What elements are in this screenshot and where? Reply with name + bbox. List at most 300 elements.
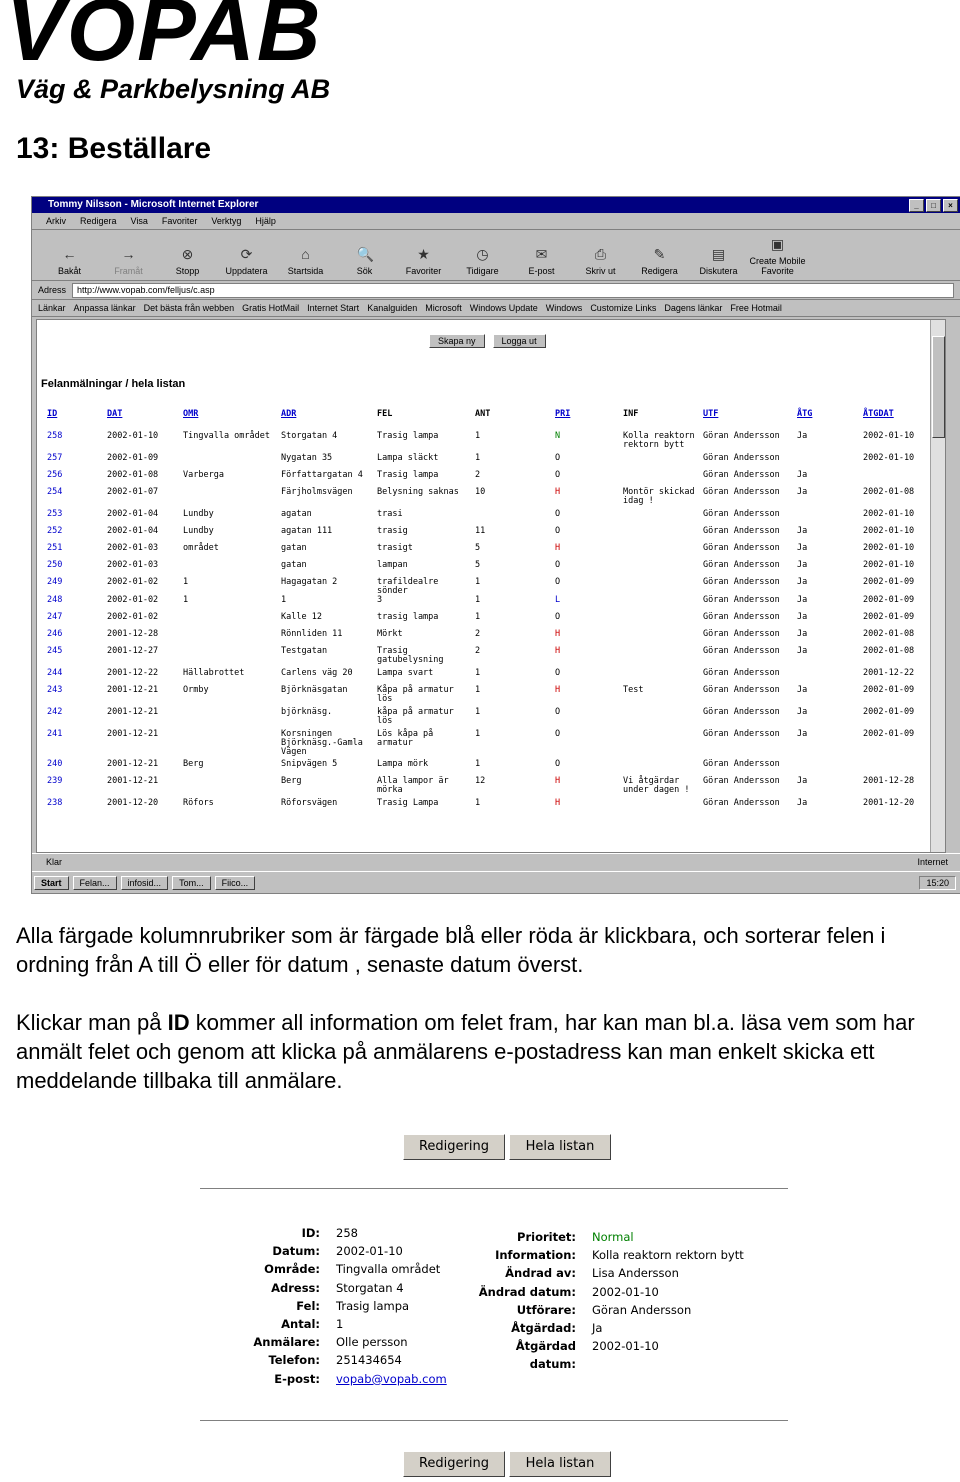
cell-adr: Carlens väg 20 <box>281 668 353 678</box>
detail-row <box>466 1228 744 1246</box>
cell-åtgdat: 2001-12-22 <box>863 668 915 678</box>
toolbar-button-6[interactable] <box>394 246 453 280</box>
cell-utf: Göran Andersson <box>703 798 780 808</box>
cell-ant: 1 <box>475 759 481 769</box>
cell-ant: 2 <box>475 646 481 656</box>
cell-fel: Lampa mörk <box>377 759 429 769</box>
close-icon[interactable]: × <box>943 199 958 212</box>
detail-row <box>200 1351 447 1369</box>
cell-dat: 2002-01-03 <box>107 543 159 553</box>
cell-pri: O <box>555 453 561 463</box>
link-item[interactable]: Free Hotmail <box>730 303 782 313</box>
cell-adr: Berg <box>281 776 302 786</box>
toolbar-button-1[interactable] <box>99 246 158 280</box>
toolbar-button-2[interactable] <box>158 246 217 280</box>
toolbar-label: Framåt <box>114 266 143 276</box>
cell-ant: 11 <box>475 526 486 536</box>
cell-dat: 2001-12-22 <box>107 668 159 678</box>
toolbar-label: Diskutera <box>699 266 738 276</box>
link-item[interactable]: Gratis HotMail <box>242 303 300 313</box>
full-list-button[interactable]: Hela listan <box>509 1451 611 1477</box>
cell-inf <box>619 730 699 760</box>
cell-id[interactable]: 251 <box>47 543 63 553</box>
start-button[interactable]: Start <box>34 876 69 890</box>
taskbar-item[interactable]: Tom... <box>172 876 211 890</box>
cell-adr: Korsningen Björknäsg.-Gamla Vägen <box>281 729 363 757</box>
edit-button[interactable]: Redigering <box>403 1134 505 1160</box>
column-header-id[interactable]: ID <box>47 409 58 419</box>
cell-ant <box>471 510 551 527</box>
cell-fel: lampan <box>377 560 408 570</box>
favorites-icon: ★ <box>417 246 430 262</box>
cell-id[interactable]: 252 <box>47 526 63 536</box>
para2-text-b: kommer all information om felet fram, har kan man bl.a. läsa vem som har anmält felet och genom att klicka på anmälarens e-postadress kan man enkelt skicka ett meddelande tillbaka till anmälare. <box>16 1010 915 1093</box>
link-item[interactable]: Microsoft <box>425 303 462 313</box>
cell-omr: 1 <box>183 577 189 587</box>
cell-dat: 2002-01-02 <box>107 595 159 605</box>
cell-åtg: Ja <box>797 629 808 639</box>
cell-id[interactable]: 242 <box>47 707 63 717</box>
toolbar-button-7[interactable] <box>453 246 512 280</box>
cell-id[interactable]: 250 <box>47 560 63 570</box>
link-item[interactable]: Det bästa från webben <box>143 303 235 313</box>
cell-fel: kåpa på armatur lös <box>377 707 454 726</box>
cell-utf: Göran Andersson <box>703 487 780 497</box>
minimize-icon[interactable]: _ <box>909 199 924 212</box>
cell-dat: 2001-12-28 <box>107 629 159 639</box>
edit-button[interactable]: Redigering <box>403 1451 505 1477</box>
cell-fel: 3 <box>377 595 383 605</box>
cell-dat: 2002-01-04 <box>107 509 159 519</box>
cell-omr <box>179 708 277 730</box>
cell-dat: 2001-12-21 <box>107 707 159 717</box>
cell-fel: Trasig lampa <box>377 470 439 480</box>
toolbar-button-12[interactable] <box>748 236 807 280</box>
cell-åtg: Ja <box>797 470 808 480</box>
cell-id[interactable]: 257 <box>47 453 63 463</box>
cell-fel: Lös kåpa på armatur <box>377 729 434 748</box>
cell-inf <box>619 544 699 561</box>
column-header-åtg[interactable]: ÅTG <box>797 409 813 419</box>
cell-pri: O <box>555 668 561 678</box>
cell-pri: H <box>555 543 561 553</box>
toolbar-label: Stopp <box>175 266 200 276</box>
cell-fel: Mörkt <box>377 629 403 639</box>
cell-dat: 2001-12-20 <box>107 798 159 808</box>
detail-value: Storgatan 4 <box>336 1280 404 1295</box>
logo-tagline: Väg & Parkbelysning AB <box>16 74 331 104</box>
cell-åtg: Ja <box>797 729 808 739</box>
column-header-åtgdat[interactable]: ÅTGDAT <box>863 409 894 419</box>
cell-dat: 2001-12-21 <box>107 685 159 695</box>
cell-omr <box>179 488 277 510</box>
cell-id[interactable]: 248 <box>47 595 63 605</box>
cell-åtg: Ja <box>797 526 808 536</box>
cell-inf: Test <box>623 685 644 695</box>
list-title: Felanmälningar / hela listan <box>41 378 186 390</box>
home-icon: ⌂ <box>301 246 310 262</box>
menu-item-5[interactable]: Hjälp <box>255 216 276 226</box>
cell-ant: 1 <box>475 577 481 587</box>
cell-åtgdat: 2002-01-09 <box>863 595 915 605</box>
cell-fel: Kåpa på armatur lös <box>377 685 454 704</box>
cell-utf: Göran Andersson <box>703 543 780 553</box>
cell-adr: Testgatan <box>281 646 328 656</box>
link-item[interactable]: Windows Update <box>469 303 538 313</box>
cell-dat: 2002-01-02 <box>107 612 159 622</box>
page-content <box>36 319 946 853</box>
cell-utf: Göran Andersson <box>703 509 780 519</box>
cell-fel: Belysning saknas <box>377 487 459 497</box>
detail-label: E-post: <box>274 1371 320 1386</box>
detail-left-column <box>200 1224 447 1388</box>
cell-omr <box>179 730 277 760</box>
column-header-fel: FEL <box>377 409 393 419</box>
cell-id[interactable]: 241 <box>47 729 63 739</box>
table-row <box>43 578 937 596</box>
cell-omr <box>179 561 277 578</box>
toolbar-label: Bakåt <box>57 266 81 276</box>
cell-utf: Göran Andersson <box>703 759 780 769</box>
cell-id[interactable]: 245 <box>47 646 63 656</box>
toolbar-button-5[interactable] <box>335 246 394 280</box>
cell-åtg: Ja <box>797 612 808 622</box>
cell-dat: 2002-01-04 <box>107 526 159 536</box>
cell-åtgdat: 2002-01-08 <box>863 629 915 639</box>
detail-row <box>466 1319 744 1337</box>
cell-inf <box>619 647 699 669</box>
cell-inf <box>619 760 699 777</box>
table-row <box>43 686 937 708</box>
cell-fel: trasig <box>377 526 408 536</box>
cell-åtg <box>793 669 859 686</box>
toolbar-button-3[interactable] <box>217 246 276 280</box>
cell-omr: Ormby <box>183 685 209 695</box>
maximize-icon[interactable]: □ <box>926 199 941 212</box>
cell-pri: H <box>555 629 561 639</box>
table-row <box>43 544 937 561</box>
table-row <box>43 596 937 613</box>
cell-id[interactable]: 249 <box>47 577 63 587</box>
detail-row <box>200 1297 447 1315</box>
cell-utf: Göran Andersson <box>703 470 780 480</box>
detail-row <box>466 1246 744 1264</box>
cell-inf <box>619 471 699 488</box>
ie-window <box>31 196 960 894</box>
cell-utf: Göran Andersson <box>703 707 780 717</box>
cell-fel: Lampa svart <box>377 668 434 678</box>
detail-row <box>466 1337 744 1373</box>
toolbar-button-10[interactable] <box>630 246 689 280</box>
cell-utf: Göran Andersson <box>703 668 780 678</box>
table-row <box>43 730 937 760</box>
cell-omr: Berg <box>183 759 204 769</box>
cell-åtgdat: 2002-01-09 <box>863 685 915 695</box>
cell-åtgdat: 2002-01-08 <box>863 646 915 656</box>
forward-icon: → <box>121 246 136 262</box>
toolbar-button-11[interactable] <box>689 246 748 280</box>
cell-ant: 1 <box>475 431 481 441</box>
zone-text: Internet <box>917 857 948 867</box>
link-item[interactable]: Kanalguiden <box>367 303 418 313</box>
column-header-adr[interactable]: ADR <box>281 409 297 419</box>
link-item[interactable]: Customize Links <box>590 303 657 313</box>
print-icon: ⎙ <box>594 246 607 262</box>
cell-fel: Lampa släckt <box>377 453 439 463</box>
cell-åtg <box>793 454 859 471</box>
cell-åtg: Ja <box>797 577 808 587</box>
menu-item-1[interactable]: Redigera <box>80 216 117 226</box>
fault-list-table <box>43 410 937 816</box>
cell-id[interactable]: 247 <box>47 612 63 622</box>
cell-adr: gatan <box>281 543 307 553</box>
cell-åtg: Ja <box>797 646 808 656</box>
cell-omr: området <box>183 543 219 553</box>
create-new-button[interactable]: Skapa ny <box>429 334 485 348</box>
toolbar-button-0[interactable] <box>40 246 99 280</box>
link-item[interactable]: Anpassa länkar <box>73 303 136 313</box>
cell-id[interactable]: 256 <box>47 470 63 480</box>
link-item[interactable]: Internet Start <box>307 303 360 313</box>
taskbar-item[interactable]: Felan... <box>73 876 117 890</box>
window-title: Tommy Nilsson - Microsoft Internet Explorer <box>48 199 259 210</box>
para2-text-a: Klickar man på <box>16 1010 168 1035</box>
detail-row <box>466 1264 744 1282</box>
cell-id[interactable]: 254 <box>47 487 63 497</box>
cell-åtg: Ja <box>797 776 808 786</box>
toolbar-label: E-post <box>528 266 555 276</box>
cell-åtg: Ja <box>797 431 808 441</box>
cell-omr <box>179 630 277 647</box>
links-bar <box>32 300 960 317</box>
table-row <box>43 488 937 510</box>
taskbar-item[interactable]: Fiico... <box>215 876 256 890</box>
back-icon: ← <box>62 246 77 262</box>
toolbar-label: Sök <box>356 266 373 276</box>
detail-label: Område: <box>264 1262 320 1277</box>
cell-inf <box>619 561 699 578</box>
cell-åtg: Ja <box>797 798 808 808</box>
detail-value: Göran Andersson <box>592 1302 692 1317</box>
scroll-thumb[interactable] <box>932 336 945 438</box>
column-header-omr[interactable]: OMR <box>183 409 199 419</box>
full-list-button[interactable]: Hela listan <box>509 1134 611 1160</box>
cell-id[interactable]: 258 <box>47 431 63 441</box>
detail-label: Ändrad av: <box>505 1266 576 1281</box>
cell-omr: Hällabrottet <box>183 668 245 678</box>
cell-ant: 5 <box>475 560 481 570</box>
cell-åtgdat: 2002-01-10 <box>863 453 915 463</box>
cell-fel: trasig lampa <box>377 612 439 622</box>
cell-åtg: Ja <box>797 487 808 497</box>
cell-fel: trasi <box>377 509 403 519</box>
toolbar-button-8[interactable] <box>512 246 571 280</box>
cell-pri: H <box>555 685 561 695</box>
detail-label: Utförare: <box>516 1302 576 1317</box>
table-row <box>43 510 937 527</box>
cell-pri: O <box>555 509 561 519</box>
toolbar-label: Create Mobile Favorite <box>749 256 806 276</box>
toolbar-label: Tidigare <box>466 266 499 276</box>
detail-right-column <box>466 1228 744 1374</box>
cell-utf: Göran Andersson <box>703 776 780 786</box>
cell-omr <box>179 647 277 669</box>
detail-button-bar-top <box>403 1134 611 1160</box>
link-item[interactable]: Dagens länkar <box>664 303 723 313</box>
taskbar-item[interactable]: infosid... <box>121 876 169 890</box>
mail-icon: ✉ <box>535 246 548 262</box>
cell-id[interactable]: 246 <box>47 629 63 639</box>
cell-utf: Göran Andersson <box>703 685 780 695</box>
taskbar-clock: 15:20 <box>919 876 956 890</box>
column-header-dat[interactable]: DAT <box>107 409 123 419</box>
cell-adr: Författargatan 4 <box>281 470 363 480</box>
cell-dat: 2001-12-21 <box>107 729 159 739</box>
toolbar-label: Redigera <box>641 266 678 276</box>
cell-id[interactable]: 244 <box>47 668 63 678</box>
cell-omr: 1 <box>183 595 189 605</box>
cell-åtgdat: 2002-01-10 <box>863 509 915 519</box>
cell-pri: O <box>555 759 561 769</box>
detail-value: 1 <box>336 1317 344 1332</box>
cell-åtgdat: 2002-01-10 <box>863 526 915 536</box>
menu-bar <box>32 213 960 230</box>
cell-dat: 2002-01-09 <box>107 453 159 463</box>
toolbar-button-9[interactable] <box>571 246 630 280</box>
cell-åtgdat: 2002-01-10 <box>863 431 915 441</box>
cell-ant: 2 <box>475 470 481 480</box>
cell-dat: 2001-12-21 <box>107 759 159 769</box>
detail-row <box>200 1315 447 1333</box>
cell-id[interactable]: 238 <box>47 798 63 808</box>
detail-label: Anmälare: <box>253 1335 320 1350</box>
cell-dat: 2001-12-21 <box>107 776 159 786</box>
cell-åtg <box>793 760 859 777</box>
table-row <box>43 471 937 488</box>
cell-adr: Nygatan 35 <box>281 453 333 463</box>
menu-item-0[interactable]: Arkiv <box>46 216 66 226</box>
cell-åtg: Ja <box>797 685 808 695</box>
detail-value: 2002-01-10 <box>592 1284 659 1299</box>
detail-label: Information: <box>495 1248 576 1263</box>
table-row <box>43 669 937 686</box>
description-paragraph-1: Alla färgade kolumnrubriker som är färgade blå eller röda är klickbara, och sorterar felen i ordning från A till Ö eller för datum , senaste datum överst. <box>16 923 886 977</box>
detail-value: Olle persson <box>336 1335 408 1350</box>
detail-label: Åtgärdad datum: <box>515 1339 576 1372</box>
toolbar-label: Startsida <box>287 266 324 276</box>
history-icon: ◷ <box>476 246 489 262</box>
para2-bold-id: ID <box>167 1010 190 1035</box>
cell-åtg: Ja <box>797 560 808 570</box>
cell-adr: Färjholmsvägen <box>281 487 353 497</box>
link-item[interactable]: Windows <box>545 303 583 313</box>
cell-adr: 1 <box>281 595 287 605</box>
detail-value[interactable]: vopab@vopab.com <box>336 1371 447 1386</box>
cell-dat: 2002-01-03 <box>107 560 159 570</box>
cell-utf: Göran Andersson <box>703 729 780 739</box>
stop-icon: ⊗ <box>181 246 194 262</box>
menu-item-4[interactable]: Verktyg <box>211 216 242 226</box>
cell-åtgdat: 2002-01-10 <box>863 543 915 553</box>
cell-dat: 2001-12-27 <box>107 646 159 656</box>
cell-fel: trasigt <box>377 543 413 553</box>
cell-inf <box>619 630 699 647</box>
toolbar-label: Uppdatera <box>225 266 268 276</box>
cell-omr: Varberga <box>183 470 224 480</box>
cell-dat: 2002-01-08 <box>107 470 159 480</box>
cell-adr: Kalle 12 <box>281 612 322 622</box>
cell-id[interactable]: 240 <box>47 759 63 769</box>
cell-fel: Trasig Lampa <box>377 798 439 808</box>
detail-value: Kolla reaktorn rektorn bytt <box>592 1248 744 1263</box>
cell-inf <box>619 527 699 544</box>
cell-id[interactable]: 253 <box>47 509 63 519</box>
cell-id[interactable]: 243 <box>47 685 63 695</box>
cell-inf <box>619 454 699 471</box>
cell-åtg: Ja <box>797 707 808 717</box>
cell-ant: 1 <box>475 595 481 605</box>
window-titlebar <box>32 197 960 213</box>
cell-åtgdat: 2002-01-09 <box>863 729 915 739</box>
cell-pri: L <box>555 595 561 605</box>
cell-adr: agatan <box>281 509 312 519</box>
cell-ant: 1 <box>475 453 481 463</box>
cell-pri: O <box>555 707 561 717</box>
logout-button[interactable]: Logga ut <box>493 334 546 348</box>
page-heading: 13: Beställare <box>16 132 212 165</box>
cell-inf: Kolla reaktorn rektorn bytt <box>623 431 695 450</box>
table-row <box>43 777 937 799</box>
cell-pri: H <box>555 776 561 786</box>
cell-utf: Göran Andersson <box>703 560 780 570</box>
cell-fel: Alla lampor är mörka <box>377 776 449 795</box>
menu-item-3[interactable]: Favoriter <box>161 216 198 226</box>
cell-id[interactable]: 239 <box>47 776 63 786</box>
cell-utf: Göran Andersson <box>703 577 780 587</box>
vertical-scrollbar[interactable] <box>930 320 945 852</box>
mobile-favorite-icon: ▣ <box>770 236 785 252</box>
toolbar-button-4[interactable] <box>276 246 335 280</box>
search-icon: 🔍 <box>356 246 374 262</box>
cell-omr <box>179 777 277 799</box>
toolbar-label: Favoriter <box>405 266 442 276</box>
column-header-utf[interactable]: UTF <box>703 409 719 419</box>
cell-pri: O <box>555 526 561 536</box>
column-header-pri[interactable]: PRI <box>555 409 571 419</box>
detail-value: Ja <box>592 1321 603 1336</box>
links-label: Länkar <box>38 303 66 313</box>
toolbar-label: Skriv ut <box>585 266 616 276</box>
cell-ant: 1 <box>475 668 481 678</box>
cell-pri: H <box>555 646 561 656</box>
detail-value: 251434654 <box>336 1353 402 1368</box>
table-row <box>43 708 937 730</box>
cell-utf: Göran Andersson <box>703 526 780 536</box>
table-row <box>43 647 937 669</box>
cell-utf: Göran Andersson <box>703 453 780 463</box>
table-row <box>43 432 937 454</box>
cell-pri: H <box>555 798 561 808</box>
cell-omr <box>179 454 277 471</box>
menu-item-2[interactable]: Visa <box>130 216 148 226</box>
address-label: Adress <box>38 285 67 295</box>
cell-ant: 2 <box>475 629 481 639</box>
address-input[interactable]: http://www.vopab.com/felljus/c.asp <box>72 283 954 298</box>
cell-åtg: Ja <box>797 595 808 605</box>
cell-inf <box>619 708 699 730</box>
description-paragraph-2 <box>16 1008 951 1095</box>
cell-åtgdat: 2002-01-09 <box>863 577 915 587</box>
